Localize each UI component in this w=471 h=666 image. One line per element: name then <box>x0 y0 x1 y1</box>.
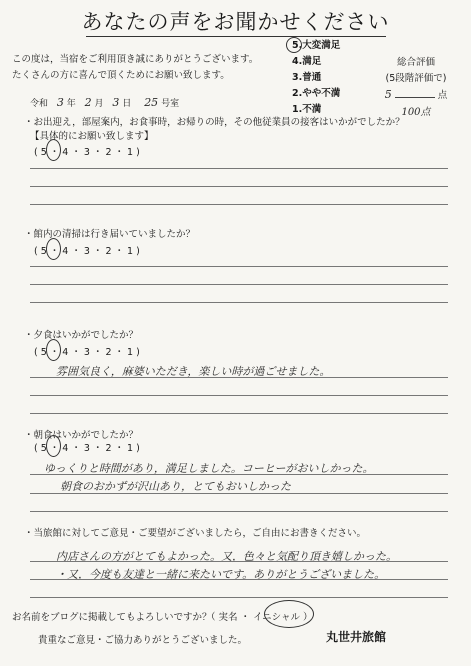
scale-item-2: 2.やや不満 <box>292 88 341 99</box>
date-year-unit: 年 <box>66 99 76 109</box>
rule-line <box>30 511 448 512</box>
breakfast-comment-2: 朝食のおかずが沢山あり，とてもおいしかった <box>60 480 291 493</box>
thanks-text: 貴重なご意見・ご協力ありがとうございました。 <box>38 635 248 646</box>
question-opinion: ・当旅館に対してご意見・ご要望がございましたら，ご自由にお書きください。 <box>24 528 367 539</box>
date-month-unit: 月 <box>94 99 104 109</box>
scale-item-3: 3.普通 <box>292 72 322 83</box>
opinion-comment-1: 内店さんの方がとてもよかった。又，色々と気配り頂き嬉しかった。 <box>56 550 397 563</box>
breakfast-comment-1: ゆっくりと時間があり，満足しました。コーヒーがおいしかった。 <box>44 462 374 475</box>
overall-evaluation <box>372 54 460 118</box>
rule-line <box>30 561 448 562</box>
date-day-unit: 日 <box>122 99 132 109</box>
rule-line <box>30 302 448 303</box>
opinion-comment-2: ・又，今度も友達と一緒に来たいです。ありがとうございました。 <box>56 568 386 581</box>
overall-unit: 点 <box>437 90 448 101</box>
scale-circle-mark <box>286 37 302 53</box>
rating-choices-service: ( 5 ・ 4 ・ 3 ・ 2 ・ 1 ) <box>34 147 140 158</box>
overall-label: 総合評価 <box>396 57 435 68</box>
rule-line <box>30 493 448 494</box>
room-unit: 号室 <box>161 99 180 109</box>
detail-label: 【具体的にお願い致します】 <box>30 131 154 142</box>
overall-value: 5 <box>384 88 392 101</box>
rule-line <box>30 413 448 414</box>
date-month: 2 <box>84 96 92 109</box>
rule-line <box>30 597 448 598</box>
rating-circle-service <box>46 139 61 161</box>
scale-item-4: 4.満足 <box>292 56 322 67</box>
rating-circle-breakfast <box>46 435 61 457</box>
inn-name: 丸世井旅館 <box>326 630 387 644</box>
intro-text <box>12 52 258 84</box>
title-underline <box>86 36 386 37</box>
page-title: あなたの声をお聞かせください <box>81 10 390 34</box>
rating-circle-cleaning <box>46 238 61 260</box>
question-cleaning: ・館内の清掃は行き届いていましたか？ <box>24 229 196 240</box>
intro-line-1: この度は，当宿をご利用頂き誠にありがとうございます。 <box>12 54 259 65</box>
dinner-comment-1: 雰囲気良く，麻婆いただき，楽しい時が過ごせました。 <box>56 365 331 378</box>
rule-line <box>30 474 448 475</box>
question-breakfast: ・朝食はいかがでしたか？ <box>24 430 139 441</box>
rule-line <box>30 186 448 187</box>
rating-choices-dinner: ( 5 ・ 4 ・ 3 ・ 2 ・ 1 ) <box>34 347 140 358</box>
scale-item-5: 5.大変満足 <box>292 40 341 51</box>
rule-line <box>30 395 448 396</box>
initial-circle-mark <box>264 600 314 628</box>
rule-line <box>30 579 448 580</box>
overall-score-row <box>372 87 460 101</box>
question-service: ・お出迎え，部屋案内，お食事時，お帰りの時，その他従業員の接客はいかがでしたか？ <box>24 117 405 128</box>
rule-line <box>30 266 448 267</box>
date-era: 令和 <box>30 99 49 109</box>
rule-line <box>30 377 448 378</box>
date-room-row <box>30 96 179 109</box>
rule-line <box>30 284 448 285</box>
date-year: 3 <box>56 96 64 109</box>
blog-options: （ 実名 ・ イニシャル ） <box>206 612 313 623</box>
rating-choices-cleaning: ( 5 ・ 4 ・ 3 ・ 2 ・ 1 ) <box>34 246 140 257</box>
rating-circle-dinner <box>46 339 61 361</box>
scale-item-1: 1.不満 <box>292 104 322 115</box>
intro-line-2: たくさんの方に喜んで頂くためにお願い致します。 <box>12 70 230 81</box>
room-number: 25 <box>144 96 159 109</box>
overall-blank <box>395 97 435 98</box>
blog-question: お名前をブログに掲載してもよろしいですか？ <box>12 612 212 623</box>
overall-score-note: 100点 <box>401 107 431 118</box>
rule-line <box>30 204 448 205</box>
question-dinner: ・夕食はいかがでしたか？ <box>24 330 139 341</box>
rating-choices-breakfast: ( 5 ・ 4 ・ 3 ・ 2 ・ 1 ) <box>34 443 140 454</box>
rule-line <box>30 168 448 169</box>
overall-sub: (5段階評価で) <box>385 73 447 84</box>
date-day: 3 <box>112 96 120 109</box>
